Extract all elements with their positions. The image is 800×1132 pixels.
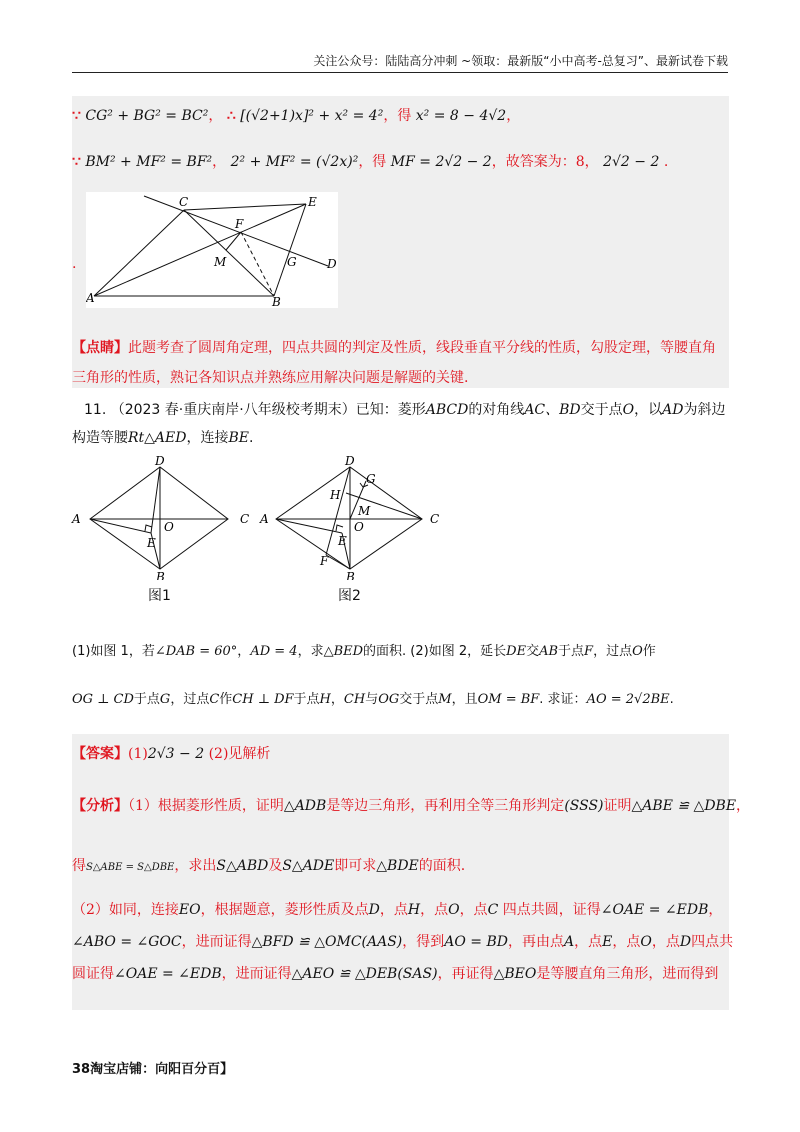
math: △AEO ≌ △DEB(SAS)	[291, 966, 438, 982]
label-E: E	[147, 536, 156, 550]
figure-1-caption: 图1	[148, 588, 171, 604]
text: .	[249, 430, 254, 446]
math: 2√3 − 2	[147, 746, 205, 762]
text: ，点	[574, 934, 603, 950]
label-E: E	[338, 534, 347, 548]
text: ，再证得	[437, 966, 494, 982]
math: F	[584, 644, 594, 659]
math: C	[487, 902, 499, 918]
text: ，	[736, 798, 751, 814]
text: 即可求	[334, 858, 377, 874]
text: ，连接	[186, 430, 229, 446]
label-E: E	[308, 195, 317, 209]
math: AO = 2√2BE	[586, 692, 670, 707]
text: 于点	[558, 644, 585, 659]
therefore-symbol: ∴	[226, 108, 236, 124]
text: 是等边三角形，再利用全等三角形判定	[326, 798, 565, 814]
q11-parts-line-2	[72, 690, 674, 710]
analysis-line-4	[72, 932, 733, 952]
math: ∠OAE = ∠EDB	[114, 966, 222, 982]
text: ，进而证得	[221, 966, 292, 982]
math: H	[319, 692, 331, 707]
text: ，得	[383, 108, 412, 124]
dot: .	[72, 256, 77, 272]
math: OG ⊥ CD	[72, 692, 134, 707]
math: O	[640, 934, 652, 950]
math: A	[564, 934, 575, 950]
math: AD = 4	[250, 644, 298, 659]
comment-tag: 【点睛】	[72, 340, 128, 356]
text: ，根据题意，菱形性质及点	[200, 902, 369, 918]
math: ABCD	[425, 402, 469, 418]
math: ∠ABO = ∠GOC	[72, 934, 182, 950]
text: 的面积. (2)如图 2，延长	[363, 644, 507, 659]
text: 作	[642, 644, 656, 659]
header-text: 关注公众号：陆陆高分冲刺 ~领取：最新版“小中高考-总复习”、最新试卷下载	[313, 54, 728, 68]
math: △ABE ≌ △DBE	[631, 798, 737, 814]
label-F: F	[320, 554, 329, 568]
label-A: A	[72, 512, 81, 526]
text: 于点	[133, 692, 160, 707]
label-D: D	[345, 455, 355, 468]
label-H: H	[330, 488, 341, 502]
comment-line-1	[72, 338, 716, 358]
page-header	[72, 50, 728, 73]
label-A: A	[86, 291, 95, 305]
text: 为斜边	[683, 402, 726, 418]
text: 四点共圆，证得	[498, 902, 601, 918]
text: ，得	[358, 154, 387, 170]
text: 四点共	[691, 934, 734, 950]
math: △BED	[323, 644, 364, 659]
math: CH	[343, 692, 366, 707]
punct: ，	[212, 154, 227, 170]
because-symbol: ∵	[72, 108, 81, 124]
text: (1)	[128, 746, 148, 762]
text: ，点	[651, 934, 680, 950]
analysis-line-3	[72, 900, 722, 920]
punct: ，	[506, 108, 521, 124]
label-F: F	[235, 217, 244, 231]
analysis-tag: 【分析】	[72, 798, 128, 814]
math: Rt△AED	[128, 430, 187, 446]
equation: 2² + MF² = (√2x)²	[230, 154, 359, 170]
q11-parts-line-1	[72, 642, 656, 662]
math: AO = BD	[444, 934, 508, 950]
math: E	[602, 934, 613, 950]
math: H	[407, 902, 421, 918]
text: 圆证得	[72, 966, 114, 982]
math: O	[448, 902, 460, 918]
comment-line-2: 三角形的性质，熟记各知识点并熟练应用解决问题是解题的关键.	[72, 370, 469, 386]
previous-figure	[86, 192, 338, 308]
because-symbol: ∵	[72, 154, 81, 170]
math: CH ⊥ DF	[232, 692, 294, 707]
text: ，再由点	[508, 934, 564, 950]
math: △BEO	[493, 966, 537, 982]
text: 的面积.	[418, 858, 466, 874]
math: EO	[178, 902, 201, 918]
math: D	[679, 934, 692, 950]
q11-stem-line-1	[84, 400, 725, 420]
math: ∠DAB = 60°	[154, 644, 238, 659]
math: △BFD ≌ △OMC(AAS)	[251, 934, 403, 950]
equation: 2√2 − 2	[603, 154, 660, 170]
math: G	[159, 692, 171, 707]
equation: BM² + MF² = BF²	[85, 154, 213, 170]
text: 构造等腰	[72, 430, 128, 446]
text: ，	[708, 902, 723, 918]
label-D: D	[327, 257, 337, 271]
analysis-line-1	[72, 796, 750, 816]
text: ，点	[459, 902, 488, 918]
text: 的对角线	[468, 402, 525, 418]
text: ，求	[297, 644, 324, 659]
label-M: M	[358, 504, 371, 518]
text: 及	[268, 858, 283, 874]
label-C: C	[240, 512, 250, 526]
label-C: C	[430, 512, 440, 526]
text: 作	[219, 692, 233, 707]
analysis-line-2	[72, 856, 465, 878]
text: ，点	[420, 902, 449, 918]
math: C	[209, 692, 220, 707]
math: AC、BD	[524, 402, 581, 418]
text: 交于点	[580, 402, 623, 418]
math: O	[622, 402, 635, 418]
math: BE	[228, 430, 250, 446]
label-O: O	[354, 520, 364, 534]
text: （1）根据菱形性质，证明	[128, 798, 284, 814]
text: . 求证：	[539, 692, 587, 707]
answer-line	[72, 744, 270, 764]
text: ，得到	[402, 934, 445, 950]
label-B: B	[346, 570, 355, 580]
text: 与	[365, 692, 379, 707]
math: O	[632, 644, 643, 659]
q11-stem-line-2	[72, 428, 253, 448]
prev-line-1	[72, 106, 520, 126]
equation: [(√2+1)x]² + x² = 4²	[240, 108, 384, 124]
analysis-line-5	[72, 964, 718, 984]
equation: CG² + BG² = BC²	[85, 108, 209, 124]
math: M	[438, 692, 452, 707]
text: 11. （2023 春·重庆南岸·八年级校考期末）已知：菱形	[84, 402, 426, 418]
math: (SSS)	[564, 798, 604, 814]
text: ，过点	[593, 644, 633, 659]
math: S△ABD	[216, 858, 269, 874]
text: 得	[72, 858, 86, 874]
math: △ADB	[283, 798, 327, 814]
math: S△ADE	[282, 858, 335, 874]
text: 证明	[603, 798, 632, 814]
text: ，进而证得	[181, 934, 252, 950]
label-D: D	[155, 455, 165, 468]
math: ∠OAE = ∠EDB	[600, 902, 709, 918]
math: AB	[539, 644, 559, 659]
comment-text: 此题考查了圆周角定理，四点共圆的判定及性质，线段垂直平分线的性质，勾股定理，等腰直角	[128, 340, 716, 356]
text: ，且	[451, 692, 478, 707]
figure-2	[258, 455, 448, 580]
text: .	[669, 692, 674, 707]
text: (2)见解析	[208, 746, 271, 762]
equation: MF = 2√2 − 2	[390, 154, 492, 170]
text: ，过点	[170, 692, 210, 707]
text: ，以	[634, 402, 663, 418]
label-B: B	[156, 570, 165, 580]
text: ，求出	[174, 858, 217, 874]
page-footer: 38淘宝店铺：向阳百分百】	[72, 1062, 234, 1077]
text: (1)如图 1，若	[72, 644, 155, 659]
math: D	[368, 902, 380, 918]
punct: .	[663, 154, 669, 170]
math: △BDE	[376, 858, 419, 874]
label-M: M	[214, 255, 227, 269]
answer-text: ，故答案为：8，	[491, 154, 599, 170]
punct: ，	[208, 108, 223, 124]
prev-line-2	[72, 152, 668, 172]
answer-tag: 【答案】	[72, 746, 128, 762]
label-G: G	[366, 472, 376, 486]
math: DE	[506, 644, 527, 659]
equation: x² = 8 − 4√2	[415, 108, 507, 124]
text: 交于点	[399, 692, 439, 707]
text: （2）如同，连接	[72, 902, 179, 918]
text: 于点	[293, 692, 320, 707]
label-A: A	[260, 512, 269, 526]
text: ，	[330, 692, 344, 707]
text: 交	[526, 644, 540, 659]
label-B: B	[272, 295, 281, 308]
text: ，点	[612, 934, 641, 950]
math: AD	[662, 402, 684, 418]
text: 是等腰直角三角形，进而得到	[536, 966, 719, 982]
label-G: G	[287, 255, 297, 269]
math: OM = BF	[477, 692, 540, 707]
math: OG	[378, 692, 400, 707]
figure-2-caption: 图2	[338, 588, 361, 604]
label-C: C	[179, 195, 189, 209]
figure-1	[68, 455, 258, 580]
label-O: O	[164, 520, 174, 534]
text: ，点	[379, 902, 408, 918]
text: ，	[237, 644, 251, 659]
math: S△ABE = S△DBE	[86, 862, 175, 873]
